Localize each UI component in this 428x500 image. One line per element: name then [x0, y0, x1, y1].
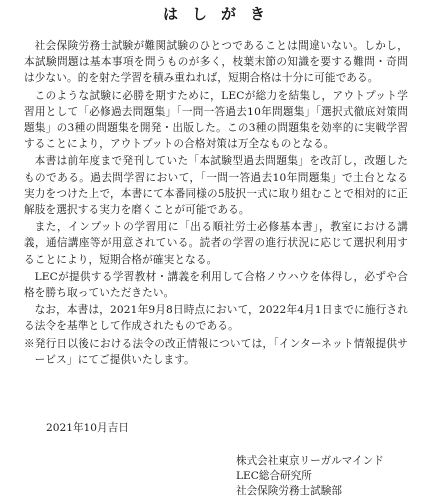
revision-note: ※発行日以後における法令の改正情報については，「インターネット情報提供サービス」にてご提供いたします。	[24, 337, 408, 366]
preface-body	[24, 38, 408, 369]
paragraph-2: このような試験に必勝を期すために，LECが総力を結集し，アウトプット学習用として「必修過去問題集」「一問一答過去10年問題集」「選択式徹底対策問題集」の3種の問題集を開発・出版した。この3種の問題集を効率的に実戦学習することにより，アウトプットの合格対策は万全なものとなる。	[24, 89, 408, 151]
page-title: はしがき	[162, 5, 279, 23]
paragraph-1: 社会保険労務士試験が難関試験のひとつであることは間違いない。しかし，本試験問題は基本事項を問うものが多く，枝葉末節の知識を要する難問・奇問は少ない。的を射た学習を積み重ねれば，短期合格は十分に可能である。	[24, 40, 408, 85]
paragraph-6: なお，本書は，2021年9月8日時点において，2022年4月1日までに施行される法令を基準として作成されたものである。	[24, 304, 408, 333]
publication-date: 2021年10月吉日	[46, 422, 129, 434]
signature-block	[236, 454, 384, 499]
signature-institute: LEC総合研究所	[236, 470, 312, 482]
paragraph-4: また，インプットの学習用に「出る順社労士必修基本書」，教室における講義，通信講座等が用意されている。読者の学習の進行状況に応じて選択利用することにより，短期合格が確実となる。	[24, 221, 408, 266]
paragraph-3: 本書は前年度まで発刊していた「本試験型過去問題集」を改訂し，改題したものである。過去問学習において，「一問一答過去10年問題集」で土台となる実力をつけた上で，本書にて本番同様の5肢択一式に取り組むことで相対的に正解肢を選択する実力を磨くことが可能である。	[24, 155, 408, 217]
signature-company: 株式会社東京リーガルマインド	[236, 455, 384, 467]
signature-department: 社会保険労務士試験部	[236, 485, 342, 497]
paragraph-5: LECが提供する学習教材・講義を利用して合格ノウハウを体得し，必ずや合格を勝ち取っていただきたい。	[24, 270, 408, 300]
